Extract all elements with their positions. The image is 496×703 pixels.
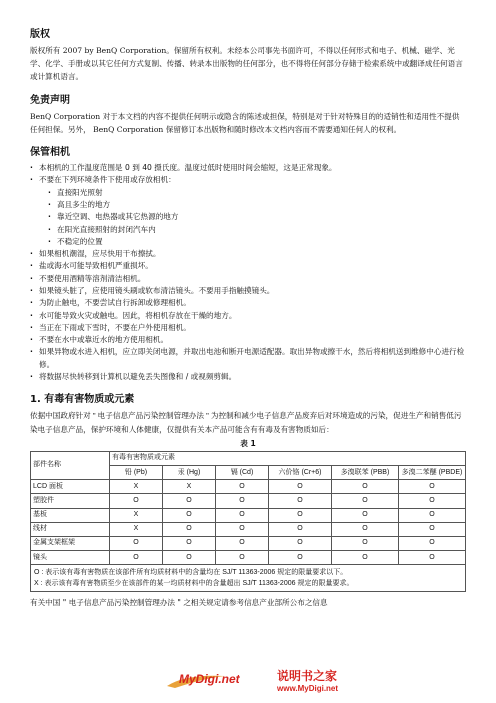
- disclaimer-section: [30, 94, 466, 136]
- value-cell: O: [399, 522, 466, 536]
- logo-brand-text: MyDigi.net: [179, 672, 240, 686]
- logo-site-cn: 说明书之家: [277, 669, 338, 683]
- care-item: · 将数据尽快转移到计算机以避免丢失图像和 / 或视频剪辑。: [30, 371, 466, 383]
- value-cell: O: [216, 551, 269, 565]
- legend-o: O : 表示该有毒有害物质在该部件所有均质材料中的含量均在 SJ/T 11363-2006 规定的限量要求以下。: [34, 569, 348, 577]
- part-cell: 金属支架框架: [31, 536, 110, 550]
- care-subitem: · 靠近空调、电热器或其它热源的地方: [48, 211, 466, 223]
- watermark-logo-icon: [165, 666, 375, 694]
- care-section: [30, 146, 466, 383]
- value-cell: O: [399, 480, 466, 494]
- value-cell: O: [163, 551, 216, 565]
- part-cell: 镜头: [31, 551, 110, 565]
- value-cell: X: [110, 522, 163, 536]
- table-legend: [31, 565, 466, 592]
- value-cell: O: [163, 536, 216, 550]
- table-row: [31, 536, 466, 550]
- value-cell: O: [332, 536, 399, 550]
- column-header: 多溴联苯 (PBB): [332, 465, 399, 479]
- hazard-heading: 1. 有毒有害物质或元素: [30, 394, 135, 406]
- document-content: [30, 28, 466, 619]
- care-item-text: 不要在下列环境条件下使用或存放相机：: [39, 175, 176, 185]
- value-cell: O: [332, 494, 399, 508]
- value-cell: X: [110, 480, 163, 494]
- table-row: [31, 494, 466, 508]
- value-cell: O: [216, 494, 269, 508]
- value-cell: O: [216, 536, 269, 550]
- hazard-footer: 有关中国 " 电子信息产品污染控制管理办法 " 之相关规定请参考信息产业部所公布之信息: [30, 598, 328, 608]
- value-cell: O: [216, 522, 269, 536]
- value-cell: O: [110, 494, 163, 508]
- value-cell: O: [163, 508, 216, 522]
- disclaimer-heading: 免责声明: [30, 94, 70, 106]
- table-row: [31, 551, 466, 565]
- care-subitem: · 在阳光直接照射的封闭汽车内: [48, 224, 466, 236]
- value-cell: O: [399, 494, 466, 508]
- care-item: · 如果相机潮湿，应尽快用干布擦拭。: [30, 248, 466, 260]
- value-cell: O: [216, 480, 269, 494]
- logo-site-url: www.MyDigi.net: [277, 684, 339, 693]
- care-subitem: · 直接阳光照射: [48, 187, 466, 199]
- care-item: · 本相机的工作温度范围是 0 到 40 摄氏度。温度过低时使用时间会缩短，这是正常现象。: [30, 162, 466, 174]
- care-subitem: · 不稳定的位置: [48, 236, 466, 248]
- value-cell: O: [332, 480, 399, 494]
- care-item: · 为防止触电，不要尝试自行拆卸或修理相机。: [30, 297, 466, 309]
- column-header: 汞 (Hg): [163, 465, 216, 479]
- part-name-header: 部件名称: [31, 451, 110, 479]
- table-row: [31, 508, 466, 522]
- value-cell: O: [399, 551, 466, 565]
- value-cell: O: [399, 508, 466, 522]
- hazard-table: [30, 451, 466, 593]
- legend-x: X : 表示该有毒有害物质至少在该部件的某一均质材料中的含量超出 SJ/T 11363-2006 规定的限量要求。: [34, 580, 354, 588]
- value-cell: O: [269, 522, 332, 536]
- part-cell: LCD 面板: [31, 480, 110, 494]
- column-header: 六价铬 (Cr+6): [269, 465, 332, 479]
- copyright-section: [30, 28, 466, 84]
- value-cell: O: [332, 522, 399, 536]
- care-item: · 水可能导致火灾或触电。因此，将相机存放在干燥的地方。: [30, 310, 466, 322]
- table-legend-row: [31, 565, 466, 592]
- care-list: [30, 162, 466, 383]
- value-cell: O: [332, 551, 399, 565]
- copyright-text: 版权所有 2007 by BenQ Corporation。保留所有权利。未经本公司事先书面许可，不得以任何形式和电子、机械、磁学、光学、化学、手册或以其它任何方式复制、传播、转录本出版物的任何部分，也不得将任何部分存储于检索系统中或翻译成任何语言或计算机语言。: [30, 46, 463, 82]
- column-header: 多溴二苯醚 (PBDE): [399, 465, 466, 479]
- value-cell: O: [216, 508, 269, 522]
- value-cell: O: [399, 536, 466, 550]
- care-heading: 保管相机: [30, 147, 70, 159]
- table-caption: 表 1: [240, 438, 256, 448]
- hazard-intro: 依据中国政府针对 " 电子信息产品污染控制管理办法 " 为控制和减少电子信息产品废弃后对环境造成的污染，促进生产和销售低污染电子信息产品，保护环境和人体健康，仅提供有关本产品可能含有有毒及有害物质如后：: [30, 411, 462, 434]
- table-row: [31, 480, 466, 494]
- value-cell: X: [110, 508, 163, 522]
- column-header: 镉 (Cd): [216, 465, 269, 479]
- care-sublist: [39, 187, 466, 248]
- value-cell: O: [110, 551, 163, 565]
- care-item: · 如果异物或水进入相机，应立即关闭电源，并取出电池和断开电源适配器。取出异物或擦干水，然后将相机送到维修中心进行检修。: [30, 346, 466, 371]
- care-item: · 当正在下雨或下雪时，不要在户外使用相机。: [30, 322, 466, 334]
- hazard-section: [30, 393, 466, 609]
- mydigi-watermark-logo: [165, 666, 375, 694]
- care-item: · 不要在水中或靠近水的地方使用相机。: [30, 334, 466, 346]
- copyright-heading: 版权: [30, 29, 50, 40]
- care-item: · 盐或海水可能导致相机严重损坏。: [30, 260, 466, 272]
- table-row: [31, 522, 466, 536]
- value-cell: O: [332, 508, 399, 522]
- care-subitem: · 高且多尘的地方: [48, 199, 466, 211]
- value-cell: O: [269, 480, 332, 494]
- disclaimer-text: BenQ Corporation 对于本文档的内容不提供任何明示或隐含的陈述或担保，特别是对于针对特殊目的的适销性和适用性不提供任何担保。另外， BenQ Corporation 保留修订本出版物和随时修改本文档内容而不需要通知任何人的权利。: [30, 111, 460, 134]
- value-cell: O: [110, 536, 163, 550]
- care-item: [30, 174, 466, 248]
- value-cell: O: [269, 508, 332, 522]
- value-cell: X: [163, 480, 216, 494]
- value-cell: O: [269, 536, 332, 550]
- part-cell: 线材: [31, 522, 110, 536]
- value-cell: O: [269, 494, 332, 508]
- substance-group-header: 有毒有害物质或元素: [110, 451, 466, 465]
- part-cell: 基板: [31, 508, 110, 522]
- value-cell: O: [163, 494, 216, 508]
- value-cell: O: [163, 522, 216, 536]
- care-item: · 如果镜头脏了，应使用镜头刷或软布清洁镜头。不要用手指触摸镜头。: [30, 285, 466, 297]
- value-cell: O: [269, 551, 332, 565]
- part-cell: 塑胶件: [31, 494, 110, 508]
- column-header: 铅 (Pb): [110, 465, 163, 479]
- care-item: · 不要使用酒精等溶剂清洁相机。: [30, 273, 466, 285]
